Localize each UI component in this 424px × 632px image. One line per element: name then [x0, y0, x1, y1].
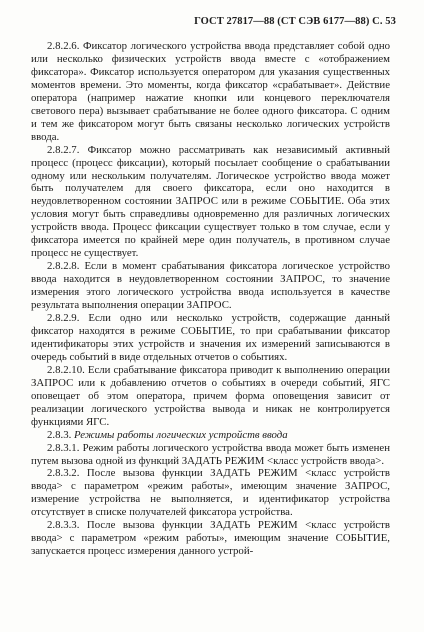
paragraph-2-8-3-1: 2.8.3.1. Режим работы логического устройства ввода может быть изменен путем вызова одной из функций ЗАДАТЬ РЕЖИМ <класс устройств ввода>. — [31, 441, 390, 467]
section-heading-2-8-3 — [31, 429, 390, 442]
section-number: 2.8.3. — [47, 428, 72, 441]
paragraph-2-8-2-9: 2.8.2.9. Если одно или несколько устройств, содержащие данный фиксатор находятся в режиме СОБЫТИЕ, то при срабатывании фиксатор идентификаторы этих устройств и значения их измерений записываются в очередь событий в виде отдельных отчетов о событиях. — [31, 312, 390, 363]
running-header: ГОСТ 27817—88 (СТ СЭВ 6177—88) С. 53 — [194, 16, 396, 27]
paragraph-2-8-2-8: 2.8.2.8. Если в момент срабатывания фиксатора логическое устройство ввода находится в неудовлетворенном состоянии ЗАПРОС, то значение измерения этого логического устройства ввода используется в качестве результата выполнения операции ЗАПРОС. — [31, 260, 390, 312]
paragraph-2-8-2-10: 2.8.2.10. Если срабатывание фиксатора приводит к выполнению операции ЗАПРОС или к добавлению отчетов о событиях в очереди событий, ЯГС оповещает об этом оператора, причем форма оповещения зависит от реализации логического устройства вывода и никак не контролируется функциями ЯГС. — [31, 363, 390, 428]
paragraph-2-8-2-6: 2.8.2.6. Фиксатор логического устройства ввода представляет собой одно или несколько физических устройств ввода вместе с «отображением фиксатора». Фиксатор используется оператором для указания существенных моментов времени. Это моменты, когда фиксатор «срабатывает». Действие оператора (например нажатие кнопки или концевого переключателя светового пера) вызывает срабатывание не более одного фиксатора. С одним и тем же фиксатором могут быть связаны несколько логических устройств ввода. — [31, 40, 390, 143]
paragraph-2-8-2-7: 2.8.2.7. Фиксатор можно рассматривать как независимый активный процесс (процесс фиксации), который посылает сообщение о срабатывании одному или нескольким получателям. Логическое устройство ввода может быть получателем для своего фиксатора, если оно находится в неудовлетворенном состоянии ЗАПРОС или в режиме СОБЫТИЕ. Оба этих условия могут быть справедливы одновременно для различных логических устройств ввода. Процесс фиксации существует только в том случае, если у фиксатора имеется по крайней мере один получатель, в противном случае процесс не существует. — [31, 143, 390, 260]
document-body — [31, 40, 390, 558]
paragraph-2-8-3-3: 2.8.3.3. После вызова функции ЗАДАТЬ РЕЖИМ <класс устройств ввода> с параметром «режим работы», имеющим значение СОБЫТИЕ, запускается процесс измерения данного устрой- — [31, 519, 390, 558]
section-title: Режимы работы логических устройств ввода — [74, 428, 288, 441]
paragraph-2-8-3-2: 2.8.3.2. После вызова функции ЗАДАТЬ РЕЖИМ <класс устройств ввода> с параметром «режим работы», имеющим значение ЗАПРОС, измерение устройства не выполняется, и идентификатор устройства отсутствует в списке получателей фиксатора устройства. — [31, 467, 390, 519]
